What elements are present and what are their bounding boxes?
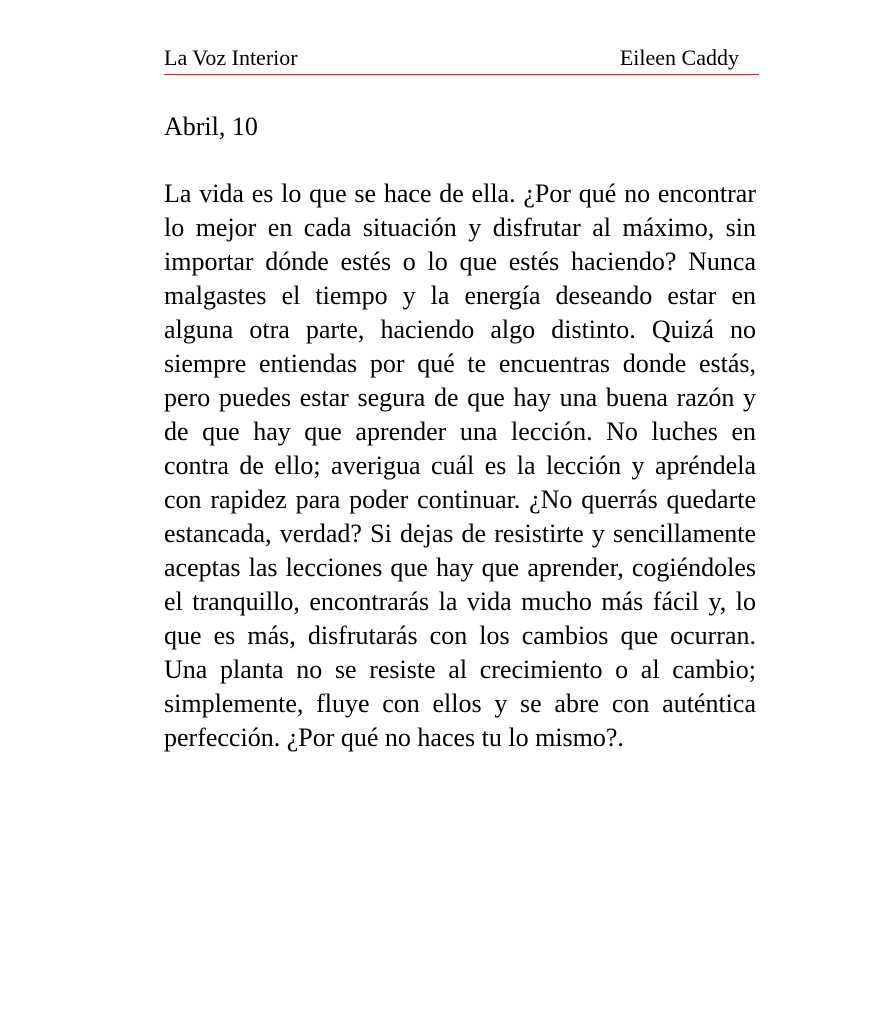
- entry-date: Abril, 10: [164, 112, 258, 141]
- running-header: [164, 44, 759, 75]
- book-title: La Voz Interior: [164, 45, 298, 70]
- entry-body-text: La vida es lo que se hace de ella. ¿Por qué no encontrar lo mejor en cada situación y disfrutar al máximo, sin importar dónde estés o lo que estés haciendo? Nunca malgastes el tiempo y la energía deseando estar en alguna otra parte, haciendo algo distinto. Quizá no siempre entiendas por qué te encuentras donde estás, pero puedes estar segura de que hay una buena razón y de que hay que aprender una lección. No luches en contra de ello; averigua cuál es la lección y apréndela con rapidez para poder continuar. ¿No querrás quedarte estancada, verdad? Si dejas de resistirte y sencillamente aceptas las lecciones que hay que aprender, cogiéndoles el tranquillo, encontrarás la vida mucho más fácil y, lo que es más, disfrutarás con los cambios que ocurran. Una planta no se resiste al crecimiento o al cambio; simplemente, fluye con ellos y se abre con auténtica perfección. ¿Por qué no haces tu lo mismo?.: [164, 179, 756, 752]
- author-name: Eileen Caddy: [619, 45, 739, 70]
- document-page: [164, 44, 759, 755]
